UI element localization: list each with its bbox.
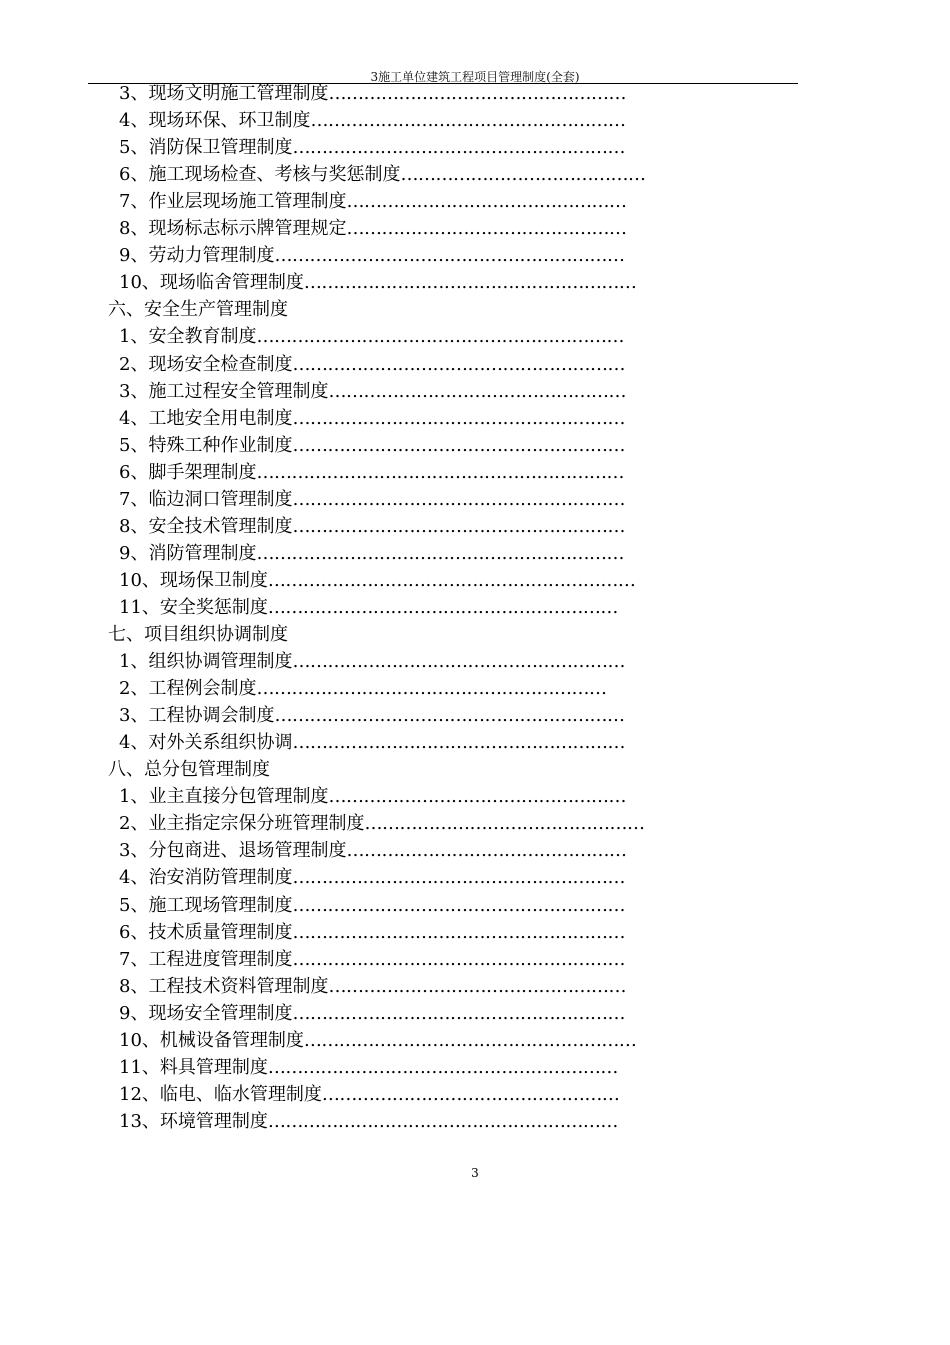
toc-entry-title: 8、工程技术资料管理制度 <box>119 975 329 997</box>
toc-entry-title: 3、现场文明施工管理制度 <box>119 83 329 104</box>
toc-entry <box>119 1000 625 1027</box>
toc-entry <box>119 702 624 729</box>
toc-entry <box>119 946 625 973</box>
toc-entry-title: 9、消防管理制度 <box>119 542 257 564</box>
toc-dot-leader: ………………………………………………… <box>292 921 625 943</box>
toc-entry <box>119 810 644 837</box>
toc-dot-leader: ………………………………………………… <box>292 1002 625 1024</box>
toc-entry <box>119 323 624 350</box>
toc-entry-title: 6、施工现场检查、考核与奖惩制度 <box>119 164 401 186</box>
toc-entry <box>119 864 625 891</box>
page-number: 3 <box>471 1166 479 1180</box>
toc-entry-title: 9、劳动力管理制度 <box>119 245 275 267</box>
toc-entry <box>119 161 645 188</box>
toc-entry-title: 2、工程例会制度 <box>119 678 257 700</box>
toc-entry-title: 4、工地安全用电制度 <box>119 407 293 429</box>
toc-entry-title: 4、治安消防管理制度 <box>119 867 293 889</box>
toc-dot-leader: ………………………………………………… <box>292 137 625 159</box>
toc-dot-leader: ………………………………………… <box>364 813 645 835</box>
toc-dot-leader: ………………………………………… <box>346 840 627 862</box>
toc-dot-leader: ………………………………………………… <box>292 515 625 537</box>
toc-entry <box>119 1054 618 1081</box>
toc-dot-leader: …………………………………………………… <box>267 1110 618 1132</box>
toc-dot-leader: …………………………………………………… <box>267 596 618 618</box>
toc-entry-title: 3、分包商进、退场管理制度 <box>119 840 347 862</box>
toc-entry-title: 5、消防保卫管理制度 <box>119 137 293 159</box>
toc-section-heading <box>108 621 288 648</box>
toc-entry-title: 1、业主直接分包管理制度 <box>119 786 329 808</box>
toc-entry <box>119 486 625 513</box>
toc-entry-title: 6、脚手架理制度 <box>119 461 257 483</box>
toc-entry <box>119 80 626 107</box>
toc-entry <box>119 1108 618 1135</box>
toc-dot-leader: ………………………………………………… <box>292 407 625 429</box>
toc-entry <box>119 188 626 215</box>
toc-entry-title: 5、特殊工种作业制度 <box>119 434 293 456</box>
toc-entry-title: 8、安全技术管理制度 <box>119 515 293 537</box>
toc-entry <box>119 973 626 1000</box>
toc-dot-leader: ………………………………………………… <box>292 434 625 456</box>
toc-entry <box>119 513 625 540</box>
toc-dot-leader: ……………………………………………………… <box>256 542 624 564</box>
toc-entry-title: 7、作业层现场施工管理制度 <box>119 191 347 213</box>
toc-dot-leader: …………………………………………… <box>328 83 626 104</box>
toc-entry <box>119 648 625 675</box>
toc-entry <box>119 594 618 621</box>
toc-entry <box>119 378 626 405</box>
toc-entry <box>119 567 635 594</box>
toc-entry-title: 七、项目组织协调制度 <box>108 624 288 645</box>
toc-dot-leader: …………………………………………… <box>328 380 626 402</box>
toc-dot-leader: …………………………………………………… <box>256 678 607 700</box>
toc-dot-leader: ………………………………………………… <box>292 732 625 754</box>
toc-entry <box>119 269 636 296</box>
toc-entry <box>119 432 625 459</box>
toc-entry-title: 1、安全教育制度 <box>119 326 257 348</box>
toc-entry-title: 2、现场安全检查制度 <box>119 353 293 375</box>
toc-dot-leader: ………………………………………………… <box>292 894 625 916</box>
toc-entry-title: 5、施工现场管理制度 <box>119 894 293 916</box>
toc-entry-title: 9、现场安全管理制度 <box>119 1002 293 1024</box>
toc-entry-title: 1、组织协调管理制度 <box>119 651 293 673</box>
toc-section-heading <box>108 756 270 783</box>
toc-entry-title: 2、业主指定宗保分班管理制度 <box>119 813 365 835</box>
toc-section-heading <box>108 296 288 323</box>
toc-entry-title: 3、施工过程安全管理制度 <box>119 380 329 402</box>
toc-entry <box>119 919 625 946</box>
toc-dot-leader: …………………………………………………… <box>274 705 625 727</box>
toc-dot-leader: ……………………………………………………… <box>267 569 636 591</box>
toc-entry <box>119 729 625 756</box>
toc-dot-leader: ………………………………………………… <box>292 488 625 510</box>
toc-entry-title: 10、机械设备管理制度 <box>119 1029 304 1051</box>
toc-dot-leader: ………………………………………………… <box>292 353 625 375</box>
toc-entry-title: 3、工程协调会制度 <box>119 705 275 727</box>
toc-entry <box>119 459 624 486</box>
toc-dot-leader: ………………………………………………… <box>292 948 625 970</box>
toc-dot-leader: …………………………………………… <box>328 975 626 997</box>
toc-entry <box>119 1027 636 1054</box>
toc-entry <box>119 783 626 810</box>
toc-entry-title: 7、临边洞口管理制度 <box>119 488 293 510</box>
toc-entry-title: 8、现场标志标示牌管理规定 <box>119 218 347 240</box>
toc-entry <box>119 540 624 567</box>
toc-entry-title: 6、技术质量管理制度 <box>119 921 293 943</box>
toc-dot-leader: ………………………………………… <box>346 191 627 213</box>
toc-entry-title: 12、临电、临水管理制度 <box>119 1083 322 1105</box>
toc-dot-leader: …………………………………… <box>400 164 646 186</box>
page-header-title: 3施工单位建筑工程项目管理制度(全套) <box>370 70 580 84</box>
toc-entry <box>119 107 625 134</box>
toc-entry-title: 7、工程进度管理制度 <box>119 948 293 970</box>
toc-entry-title: 六、安全生产管理制度 <box>108 299 288 321</box>
toc-entry <box>119 242 624 269</box>
toc-entry <box>119 134 625 161</box>
toc-dot-leader: ………………………………………………… <box>292 651 625 673</box>
toc-dot-leader: …………………………………………………… <box>267 1056 618 1078</box>
toc-entry-title: 13、环境管理制度 <box>119 1110 268 1132</box>
toc-entry-title: 4、现场环保、环卫制度 <box>119 110 311 132</box>
toc-entry-title: 八、总分包管理制度 <box>108 759 270 781</box>
toc-entry <box>119 675 606 702</box>
toc-entry <box>119 351 625 378</box>
toc-entry-title: 10、现场临舍管理制度 <box>119 272 304 294</box>
toc-dot-leader: ………………………………………… <box>346 218 627 240</box>
toc-dot-leader: …………………………………………… <box>321 1083 620 1105</box>
toc-dot-leader: ……………………………………………………… <box>256 326 624 348</box>
toc-entry <box>119 405 625 432</box>
toc-dot-leader: …………………………………………………… <box>274 245 625 267</box>
toc-entry-title: 10、现场保卫制度 <box>119 569 268 591</box>
toc-entry <box>119 892 625 919</box>
toc-dot-leader: ………………………………………………… <box>303 1029 637 1051</box>
toc-entry <box>119 1081 619 1108</box>
toc-entry-title: 4、对外关系组织协调 <box>119 732 293 754</box>
toc-entry <box>119 837 626 864</box>
toc-dot-leader: ………………………………………………… <box>303 272 637 294</box>
toc-dot-leader: …………………………………………… <box>328 786 626 808</box>
toc-entry <box>119 215 626 242</box>
toc-entry-title: 11、料具管理制度 <box>119 1056 268 1078</box>
toc-entry-title: 11、安全奖惩制度 <box>119 596 268 618</box>
toc-dot-leader: ……………………………………………… <box>310 110 626 132</box>
toc-dot-leader: ………………………………………………… <box>292 867 625 889</box>
toc-dot-leader: ……………………………………………………… <box>256 461 624 483</box>
